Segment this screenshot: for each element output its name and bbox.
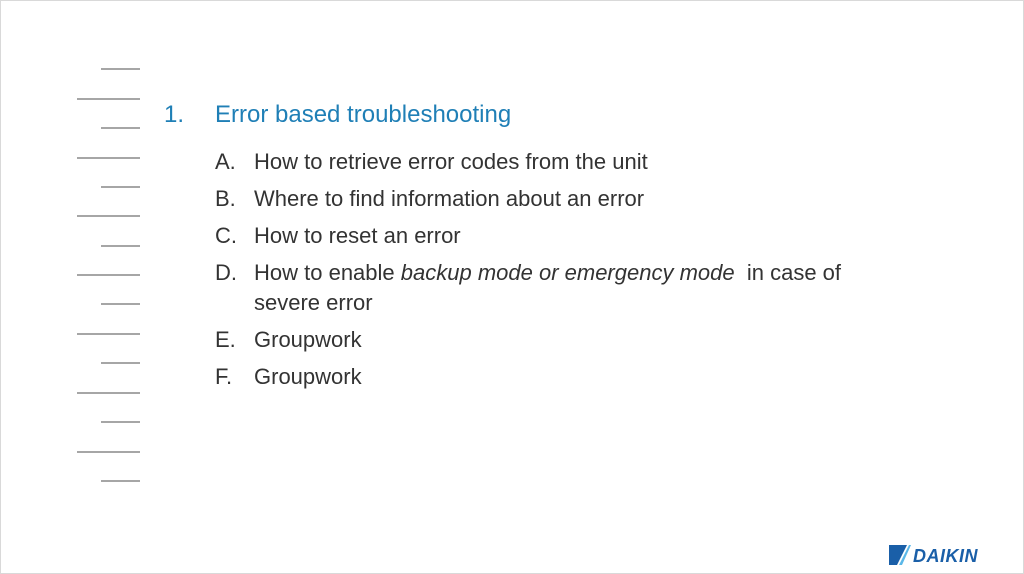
list-item-letter: E. bbox=[215, 327, 236, 352]
ruler-tick bbox=[77, 157, 140, 159]
ruler-tick bbox=[77, 451, 140, 453]
list-item-letter: C. bbox=[215, 223, 237, 248]
list-item-letter: D. bbox=[215, 260, 237, 285]
ruler-tick bbox=[101, 186, 140, 188]
list-item-text: Groupwork bbox=[254, 327, 362, 352]
list-item bbox=[215, 258, 875, 318]
list-item-text: Where to find information about an error bbox=[254, 186, 645, 211]
list-item-text: Groupwork bbox=[254, 364, 362, 389]
topic-list bbox=[215, 147, 875, 399]
list-item-letter: F. bbox=[215, 364, 233, 389]
ruler-tick bbox=[101, 245, 140, 247]
heading-text: Error based troubleshooting bbox=[215, 101, 512, 128]
ruler-tick bbox=[77, 98, 140, 100]
list-item bbox=[215, 362, 875, 392]
daikin-logo bbox=[889, 543, 1001, 567]
ruler-tick bbox=[101, 362, 140, 364]
list-item bbox=[215, 184, 875, 214]
ruler-tick bbox=[77, 215, 140, 217]
ruler-tick bbox=[77, 392, 140, 394]
section-heading bbox=[164, 101, 511, 129]
ruler-tick bbox=[77, 274, 140, 276]
ruler-tick bbox=[101, 127, 140, 129]
list-item-text: How to reset an error bbox=[254, 223, 461, 248]
ruler-tick bbox=[101, 68, 140, 70]
ruler-tick bbox=[101, 303, 140, 305]
list-item-text bbox=[254, 258, 875, 318]
list-item-letter: A. bbox=[215, 149, 236, 174]
list-item-letter: B. bbox=[215, 186, 236, 211]
ruler-tick bbox=[101, 480, 140, 482]
ruler-tick bbox=[101, 421, 140, 423]
list-item bbox=[215, 147, 875, 177]
list-item bbox=[215, 325, 875, 355]
logo-text: DAIKIN bbox=[913, 546, 978, 566]
list-item-text-italic: backup mode or emergency mode bbox=[400, 260, 735, 285]
list-item-text: How to retrieve error codes from the unit bbox=[254, 149, 648, 174]
list-item-text-end: in case of severe error bbox=[254, 260, 848, 315]
list-item-text-start: How to enable bbox=[254, 260, 401, 285]
list-item bbox=[215, 221, 875, 251]
heading-number: 1. bbox=[164, 101, 185, 128]
ruler-tick bbox=[77, 333, 140, 335]
